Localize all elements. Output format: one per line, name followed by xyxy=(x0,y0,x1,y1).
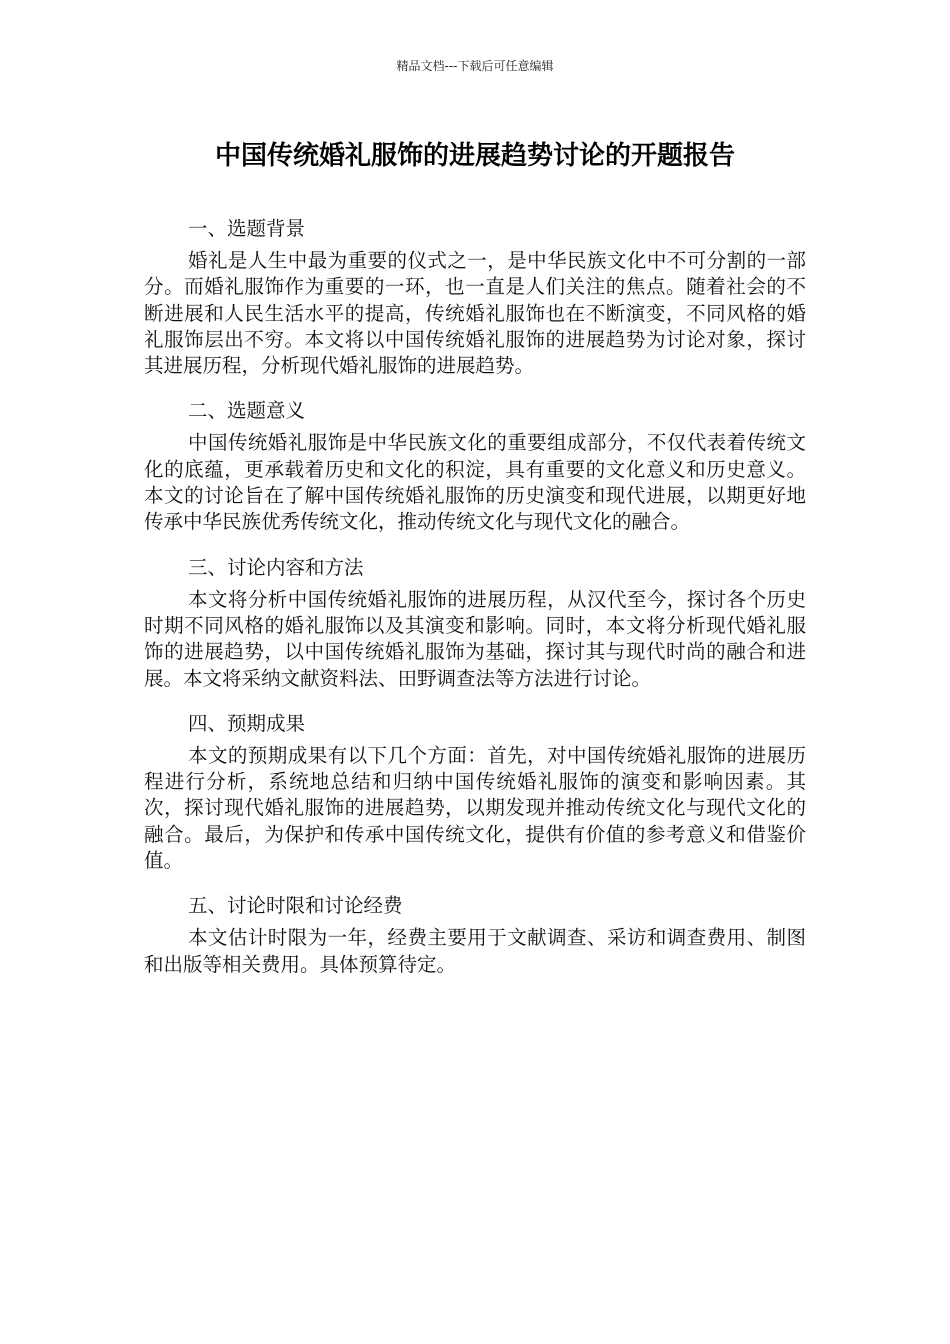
section-heading: 一、选题背景 xyxy=(188,217,306,240)
section-paragraph: 本文的预期成果有以下几个方面：首先，对中国传统婚礼服饰的进展历程进行分析，系统地总结和归纳中国传统婚礼服饰的演变和影响因素。其次，探讨现代婚礼服饰的进展趋势，以期发现并推动传统文化与现代文化的融合。最后，为保护和传承中国传统文化，提供有价值的参考意义和借鉴价值。 xyxy=(144,743,806,873)
document-body xyxy=(144,210,806,991)
section-heading: 三、讨论内容和方法 xyxy=(188,555,364,579)
document-title: 中国传统婚礼服饰的进展趋势讨论的开题报告 xyxy=(214,141,735,171)
section-paragraph: 婚礼是人生中最为重要的仪式之一，是中华民族文化中不可分割的一部分。而婚礼服饰作为重要的一环，也一直是人们关注的焦点。随着社会的不断进展和人民生活水平的提高，传统婚礼服饰也在不断演变，不同风格的婚礼服饰层出不穷。本文将以中国传统婚礼服饰的进展趋势为讨论对象，探讨其进展历程，分析现代婚礼服饰的进展趋势。 xyxy=(144,249,806,378)
section-paragraph: 中国传统婚礼服饰是中华民族文化的重要组成部分，不仅代表着传统文化的底蕴，更承载着历史和文化的积淀，具有重要的文化意义和历史意义。本文的讨论旨在了解中国传统婚礼服饰的历史演变和现代进展，以期更好地传承中华民族优秀传统文化，推动传统文化与现代文化的融合。 xyxy=(144,431,806,534)
section-heading: 四、预期成果 xyxy=(188,711,306,735)
section-content-and-methods xyxy=(144,549,806,692)
section-paragraph: 本文估计时限为一年，经费主要用于文献调查、采访和调查费用、制图和出版等相关费用。具体预算待定。 xyxy=(144,926,806,976)
section-paragraph: 本文将分析中国传统婚礼服饰的进展历程，从汉代至今，探讨各个历史时期不同风格的婚礼服饰以及其演变和影响。同时，本文将分析现代婚礼服饰的进展趋势，以中国传统婚礼服饰为基础，探讨其与现代时尚的融合和进展。本文将采纳文献资料法、田野调查法等方法进行讨论。 xyxy=(144,587,806,690)
section-background xyxy=(144,210,806,379)
header-note: 精品文档---下载后可任意编辑 xyxy=(396,59,554,73)
section-timeline-and-budget xyxy=(144,887,806,978)
section-heading: 五、讨论时限和讨论经费 xyxy=(188,894,403,918)
section-significance xyxy=(144,392,806,535)
section-expected-results xyxy=(144,705,806,874)
section-heading: 二、选题意义 xyxy=(188,399,306,423)
